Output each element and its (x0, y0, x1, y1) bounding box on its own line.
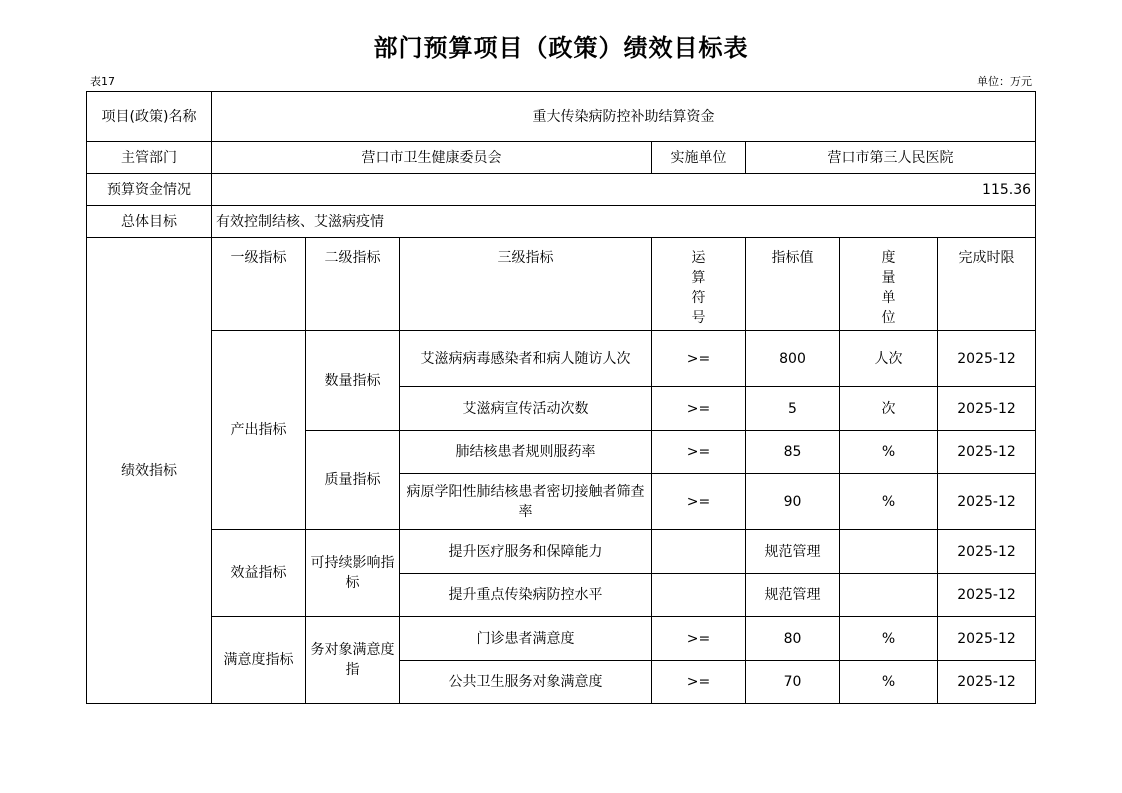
row-1-name: 艾滋病宣传活动次数 (400, 387, 652, 431)
goal-value: 有效控制结核、艾滋病疫情 (212, 206, 1036, 238)
row-1-value: 5 (746, 387, 840, 431)
project-name-value: 重大传染病防控补助结算资金 (212, 92, 1036, 142)
group-quantity: 数量指标 (306, 331, 400, 431)
row-7-value: 70 (746, 661, 840, 704)
perf-label: 绩效指标 (87, 238, 212, 704)
group-quality: 质量指标 (306, 431, 400, 530)
row-1-unit: 次 (840, 387, 938, 431)
dept-label: 主管部门 (87, 142, 212, 174)
row-6-deadline: 2025-12 (938, 617, 1036, 661)
row-2-value: 85 (746, 431, 840, 474)
row-0-op: >= (652, 331, 746, 387)
row-7-unit: % (840, 661, 938, 704)
row-4-op (652, 530, 746, 574)
row-4-deadline: 2025-12 (938, 530, 1036, 574)
row-4-value: 规范管理 (746, 530, 840, 574)
group-sustain: 可持续影响指标 (306, 530, 400, 617)
row-5-op (652, 574, 746, 617)
header-operator: 运算符号 (691, 250, 706, 326)
row-0-value: 800 (746, 331, 840, 387)
row-3-deadline: 2025-12 (938, 474, 1036, 530)
unit-label: 单位：万元 (977, 75, 1032, 88)
row-5-unit (840, 574, 938, 617)
group-service-sat: 务对象满意度指 (306, 617, 400, 704)
group-satisfaction: 满意度指标 (212, 617, 306, 704)
impl-unit-value: 营口市第三人民医院 (746, 142, 1036, 174)
row-6-op: >= (652, 617, 746, 661)
row-6-name: 门诊患者满意度 (400, 617, 652, 661)
row-4-unit (840, 530, 938, 574)
row-2-unit: % (840, 431, 938, 474)
row-0-deadline: 2025-12 (938, 331, 1036, 387)
header-value: 指标值 (746, 238, 840, 331)
table-number: 表17 (90, 75, 115, 88)
header-level1: 一级指标 (212, 238, 306, 331)
row-7-name: 公共卫生服务对象满意度 (400, 661, 652, 704)
row-3-value: 90 (746, 474, 840, 530)
row-0-unit: 人次 (840, 331, 938, 387)
row-1-deadline: 2025-12 (938, 387, 1036, 431)
header-level2: 二级指标 (306, 238, 400, 331)
group-benefit: 效益指标 (212, 530, 306, 617)
header-unit: 度量单位 (881, 250, 896, 326)
row-3-name: 病原学阳性肺结核患者密切接触者筛查率 (400, 474, 652, 530)
row-2-op: >= (652, 431, 746, 474)
row-2-name: 肺结核患者规则服药率 (400, 431, 652, 474)
performance-table (86, 91, 1036, 704)
impl-unit-label: 实施单位 (652, 142, 746, 174)
page-title: 部门预算项目（政策）绩效目标表 (373, 34, 749, 62)
row-7-deadline: 2025-12 (938, 661, 1036, 704)
budget-value: 115.36 (212, 174, 1036, 206)
row-5-value: 规范管理 (746, 574, 840, 617)
row-3-unit: % (840, 474, 938, 530)
row-1-op: >= (652, 387, 746, 431)
header-level3: 三级指标 (400, 238, 652, 331)
group-output: 产出指标 (212, 331, 306, 530)
row-3-op: >= (652, 474, 746, 530)
row-4-name: 提升医疗服务和保障能力 (400, 530, 652, 574)
row-0-name: 艾滋病病毒感染者和病人随访人次 (400, 331, 652, 387)
goal-label: 总体目标 (87, 206, 212, 238)
project-name-label: 项目(政策)名称 (87, 92, 212, 142)
dept-value: 营口市卫生健康委员会 (212, 142, 652, 174)
budget-label: 预算资金情况 (87, 174, 212, 206)
row-6-unit: % (840, 617, 938, 661)
row-6-value: 80 (746, 617, 840, 661)
row-5-deadline: 2025-12 (938, 574, 1036, 617)
header-deadline: 完成时限 (938, 238, 1036, 331)
row-7-op: >= (652, 661, 746, 704)
row-2-deadline: 2025-12 (938, 431, 1036, 474)
row-5-name: 提升重点传染病防控水平 (400, 574, 652, 617)
